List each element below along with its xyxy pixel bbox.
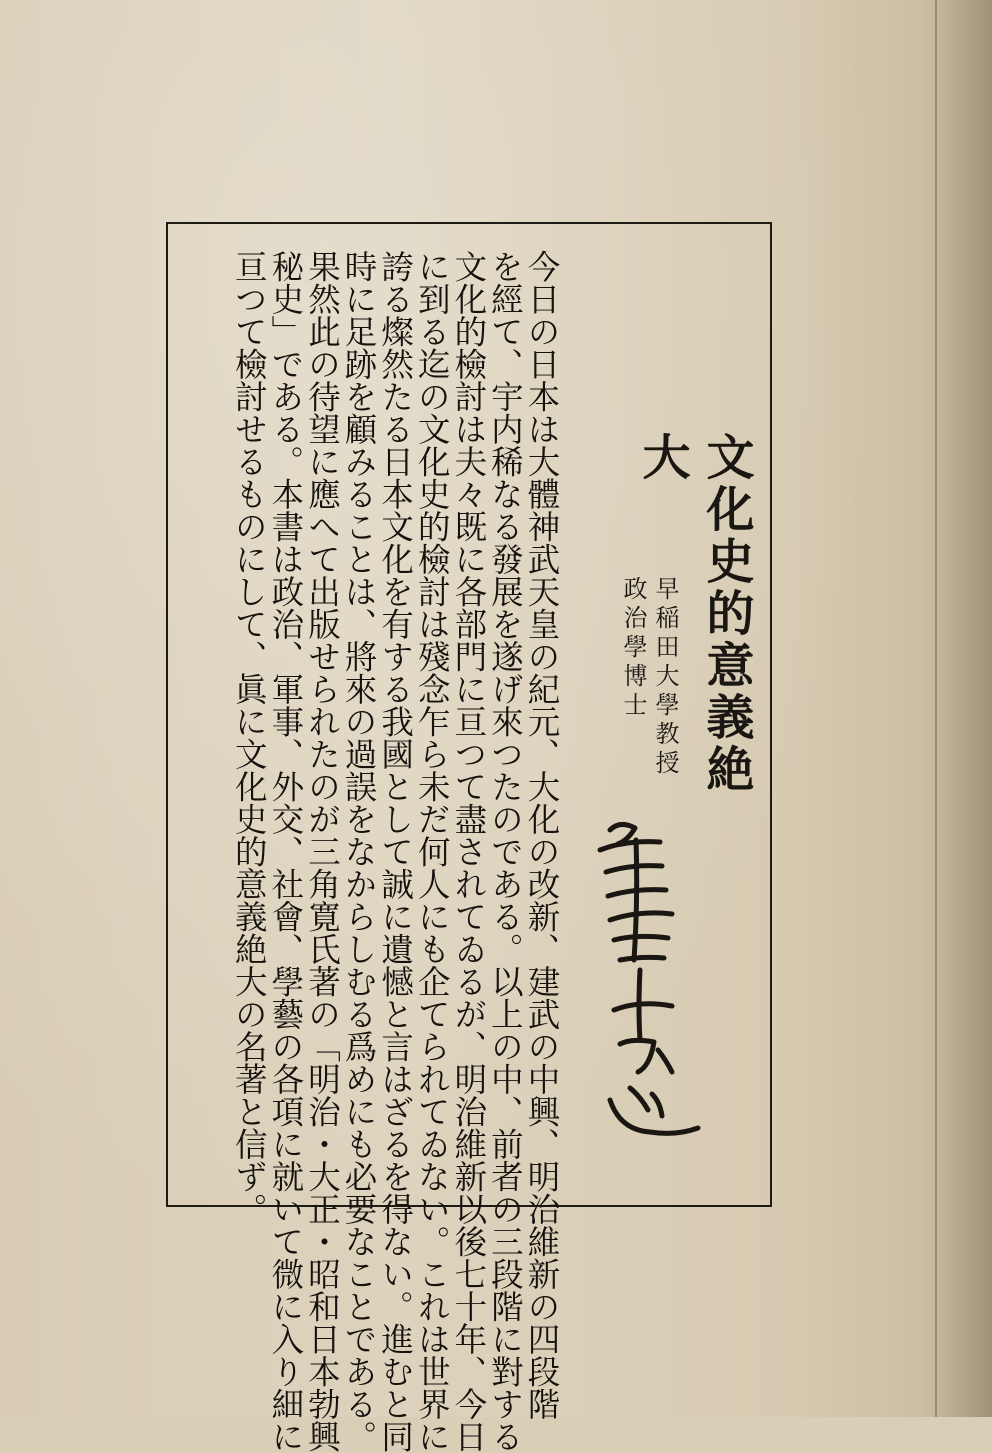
body-column-5: 誇る燦然たる日本文化を有する我國として誠に遺憾と言はざるを得ない。進むと同 [376, 250, 415, 1453]
body-column-9: 亘つて檢討せるものにして、眞に文化史的意義絶大の名著と信ず。 [230, 250, 269, 1225]
page-gutter-line [935, 0, 937, 1417]
body-column-1: 今日の日本は大體神武天皇の紀元、大化の改新、建武の中興、明治維新の四段階 [523, 250, 561, 1420]
body-column-6: 時に足跡を顧みることは、將來の過誤をなからしむる爲めにも必要なことである。 [340, 250, 379, 1453]
body-column-3: 文化的檢討は夫々既に各部門に亘つて盡されてゐるが、明治維新以後七十年、今日 [449, 250, 488, 1453]
body-column-7: 果然此の待望に應へて出版せられたのが三角寛氏著の「明治・大正・昭和日本勃興 [303, 250, 342, 1453]
page-title: 文化史的意義絶大 [634, 432, 754, 796]
author-affiliation-degree: 政治學博士 [619, 576, 647, 721]
author-affiliation-university: 早稲田大學教授 [651, 576, 679, 779]
body-text [190, 250, 561, 1453]
body-column-4: に到る迄の文化史的檢討は殘念乍ら未だ何人にも企てられてゐない。これは世界に [413, 250, 452, 1453]
handwritten-signature [580, 810, 710, 1180]
page-gutter-shadow [922, 0, 992, 1417]
body-column-8: 秘史」である。本書は政治、軍事、外交、社會、學藝の各項に就いて微に入り細に [266, 250, 305, 1453]
body-column-2: を經て、宇内稀なる發展を遂げ來つたのである。以上の中、前者の三段階に對する [486, 250, 525, 1453]
